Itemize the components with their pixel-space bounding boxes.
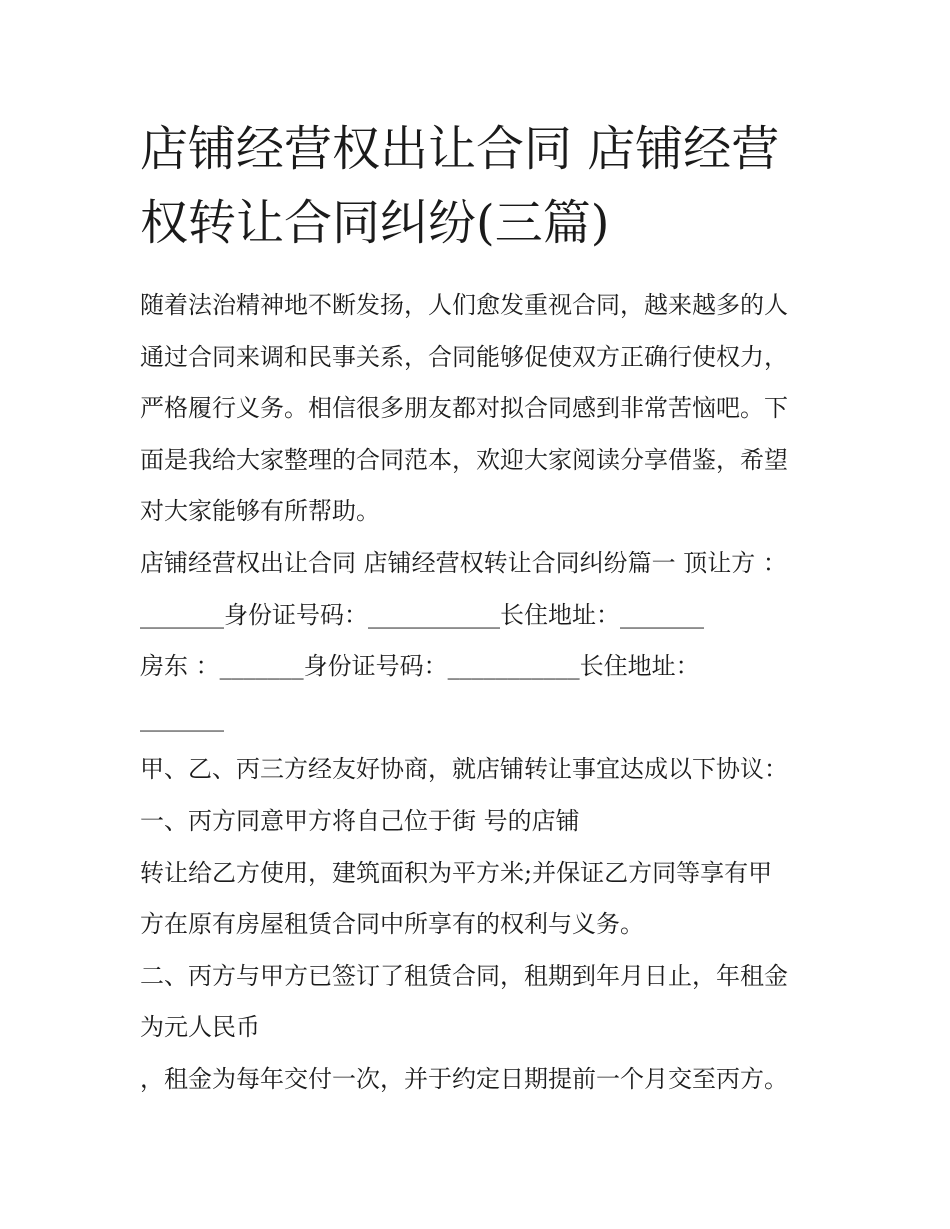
body-line: 甲、乙、丙三方经友好协商，就店铺转让事宜达成以下协议：: [140, 755, 788, 784]
body-line: ，租金为每年交付一次，并于约定日期提前一个月交至丙方。: [140, 1064, 788, 1093]
body-line: 对大家能够有所帮助。: [140, 497, 380, 526]
body-line: 二、丙方与甲方已签订了租赁合同，租期到年月日止，年租金: [140, 961, 788, 990]
body-line: _______身份证号码：___________长住地址：_______: [140, 600, 704, 629]
title-line: 店铺经营权出让合同 店铺经营: [140, 121, 780, 177]
body-line: 通过合同来调和民事关系，合同能够促使双方正确行使权力，: [140, 342, 788, 371]
body-line: 转让给乙方使用，建筑面积为平方米;并保证乙方同等享有甲: [140, 858, 773, 887]
body-line: 方在原有房屋租赁合同中所享有的权利与义务。: [140, 910, 644, 939]
body-line: _______: [140, 703, 224, 732]
body-line: 房东 ：_______身份证号码：___________长住地址：: [140, 652, 700, 681]
body-line: 随着法治精神地不断发扬，人们愈发重视合同，越来越多的人: [140, 291, 788, 319]
title-line: 权转让合同纠纷(三篇): [140, 195, 610, 251]
document-body: [140, 280, 830, 1106]
document-title: [140, 112, 830, 260]
body-line: 严格履行义务。相信很多朋友都对拟合同感到非常苦恼吧。下: [140, 394, 788, 423]
body-line: 面是我给大家整理的合同范本，欢迎大家阅读分享借鉴，希望: [140, 445, 788, 474]
body-line: 店铺经营权出让合同 店铺经营权转让合同纠纷篇一 顶让方 ：: [140, 548, 787, 577]
body-line: 为元人民币: [140, 1013, 260, 1042]
body-line: 一、丙方同意甲方将自己位于街 号的店铺: [140, 806, 580, 835]
